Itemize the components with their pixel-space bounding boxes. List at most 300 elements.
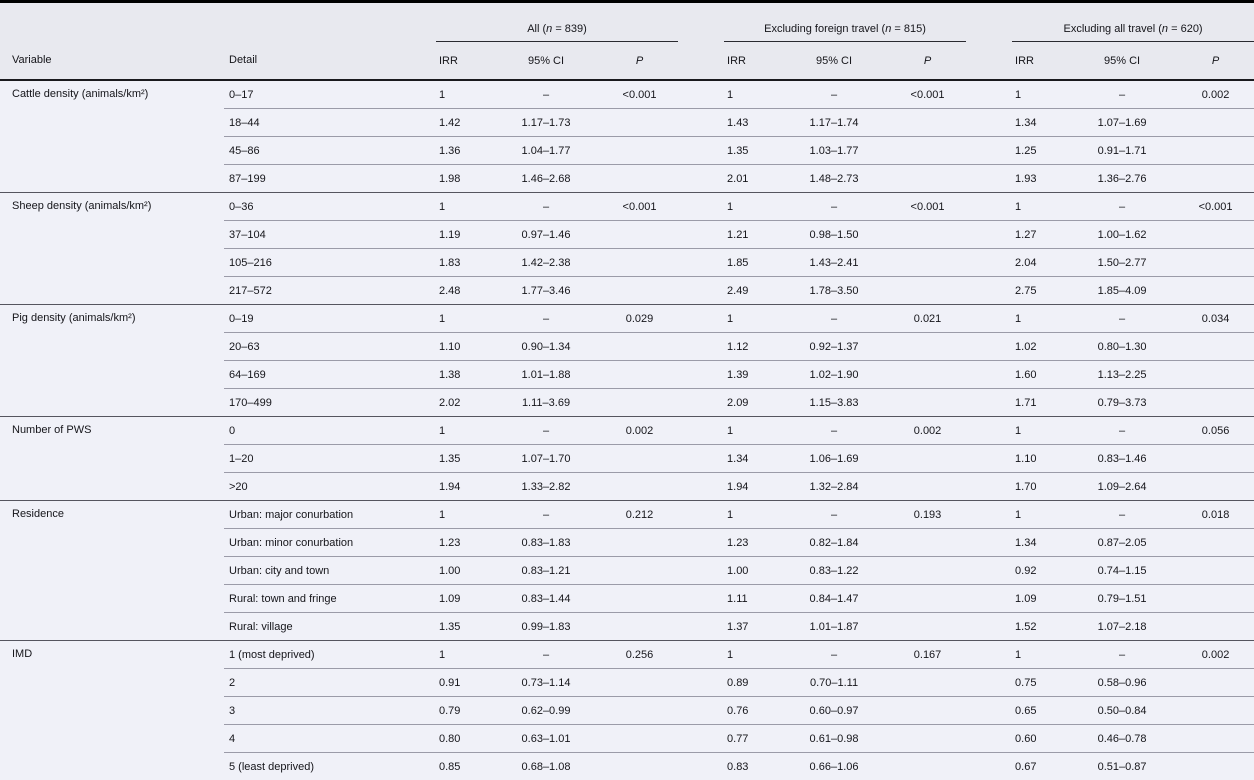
irr-value-cell: 1.35 <box>724 137 779 165</box>
p-value-cell <box>889 221 966 249</box>
column-gap <box>966 753 1012 780</box>
detail-cell: >20 <box>224 473 436 501</box>
ci-value-cell: 0.79–3.73 <box>1067 389 1177 417</box>
n-symbol: n <box>885 23 891 35</box>
irr-value-cell: 1.37 <box>724 613 779 641</box>
detail-cell: 37–104 <box>224 221 436 249</box>
ci-value-cell: – <box>1067 80 1177 109</box>
p-value-cell <box>601 333 678 361</box>
p-value-cell <box>601 753 678 780</box>
p-value-cell: 0.212 <box>601 501 678 529</box>
detail-cell: Urban: minor conurbation <box>224 529 436 557</box>
p-value-cell <box>601 697 678 725</box>
ci-value-cell: 0.51–0.87 <box>1067 753 1177 780</box>
ci-value-cell: 1.15–3.83 <box>779 389 889 417</box>
irr-value-cell: 0.76 <box>724 697 779 725</box>
variable-column-header: Variable <box>0 42 224 81</box>
ci-value-cell: 0.82–1.84 <box>779 529 889 557</box>
p-value-cell: <0.001 <box>601 80 678 109</box>
column-gap <box>678 193 724 221</box>
irr-value-cell: 1 <box>1012 193 1067 221</box>
column-gap <box>966 389 1012 417</box>
p-value-cell <box>889 753 966 780</box>
irr-value-cell: 1 <box>724 417 779 445</box>
ci-value-cell: 0.80–1.30 <box>1067 333 1177 361</box>
detail-cell: 2 <box>224 669 436 697</box>
p-value-cell <box>601 109 678 137</box>
ci-value-cell: 0.83–1.46 <box>1067 445 1177 473</box>
column-gap <box>966 305 1012 333</box>
irr-value-cell: 1 <box>724 80 779 109</box>
ci-value-cell: 1.09–2.64 <box>1067 473 1177 501</box>
column-gap <box>678 417 724 445</box>
column-gap <box>966 80 1012 109</box>
irr-value-cell: 1.39 <box>724 361 779 389</box>
column-gap <box>678 669 724 697</box>
n-symbol: n <box>546 23 552 35</box>
p-value-cell <box>1177 529 1254 557</box>
p-value-cell: <0.001 <box>889 193 966 221</box>
ci-value-cell: 0.58–0.96 <box>1067 669 1177 697</box>
irr-value-cell: 1.83 <box>436 249 491 277</box>
column-gap <box>678 641 724 669</box>
irr-value-cell: 1.35 <box>436 613 491 641</box>
column-gap <box>678 753 724 780</box>
irr-value-cell: 1.09 <box>1012 585 1067 613</box>
irr-value-cell: 1 <box>436 305 491 333</box>
irr-value-cell: 1.34 <box>1012 529 1067 557</box>
ci-value-cell: – <box>779 417 889 445</box>
irr-value-cell: 1 <box>1012 501 1067 529</box>
column-gap <box>966 501 1012 529</box>
p-value-cell <box>1177 109 1254 137</box>
irr-value-cell: 0.91 <box>436 669 491 697</box>
irr-value-cell: 1.23 <box>724 529 779 557</box>
p-value-cell <box>889 137 966 165</box>
header-gap <box>678 42 724 81</box>
irr-value-cell: 0.89 <box>724 669 779 697</box>
irr-value-cell: 0.75 <box>1012 669 1067 697</box>
ci-value-cell: 1.78–3.50 <box>779 277 889 305</box>
detail-cell: 0–19 <box>224 305 436 333</box>
column-gap <box>966 641 1012 669</box>
p-value-cell <box>889 277 966 305</box>
p-value-cell <box>889 697 966 725</box>
p-value-cell <box>601 613 678 641</box>
p-value-cell <box>889 557 966 585</box>
ci-value-cell: – <box>491 305 601 333</box>
p-value-cell: <0.001 <box>889 80 966 109</box>
ci-value-cell: 1.01–1.87 <box>779 613 889 641</box>
p-value-cell: 0.193 <box>889 501 966 529</box>
group-header-text: = 815) <box>891 23 926 35</box>
irr-value-cell: 1 <box>436 417 491 445</box>
irr-value-cell: 2.09 <box>724 389 779 417</box>
ci-value-cell: 0.73–1.14 <box>491 669 601 697</box>
irr-value-cell: 1 <box>724 641 779 669</box>
ci-value-cell: – <box>779 501 889 529</box>
column-gap <box>678 585 724 613</box>
p-value-cell: 0.029 <box>601 305 678 333</box>
irr-value-cell: 1.85 <box>724 249 779 277</box>
irr-value-cell: 1 <box>1012 417 1067 445</box>
irr-value-cell: 1 <box>724 193 779 221</box>
p-value-cell: 0.002 <box>889 417 966 445</box>
p-value-cell <box>601 529 678 557</box>
ci-value-cell: – <box>1067 193 1177 221</box>
column-gap <box>966 249 1012 277</box>
column-gap <box>678 473 724 501</box>
group-header-excluding-all-travel <box>1012 3 1254 42</box>
detail-column-header: Detail <box>224 42 436 81</box>
ci-value-cell: 1.77–3.46 <box>491 277 601 305</box>
p-value-cell <box>601 137 678 165</box>
table-row <box>0 305 1254 333</box>
ci-value-cell: – <box>779 305 889 333</box>
p-value-cell: <0.001 <box>601 193 678 221</box>
variable-cell: IMD <box>0 641 224 780</box>
column-gap <box>966 165 1012 193</box>
table-row <box>0 193 1254 221</box>
p-value-cell <box>1177 333 1254 361</box>
irr-value-cell: 1.52 <box>1012 613 1067 641</box>
column-gap <box>966 557 1012 585</box>
p-value-cell <box>1177 361 1254 389</box>
column-gap <box>966 193 1012 221</box>
column-gap <box>966 473 1012 501</box>
ci-value-cell: 0.97–1.46 <box>491 221 601 249</box>
table-row <box>0 80 1254 109</box>
p-value-cell <box>601 669 678 697</box>
p-symbol: P <box>924 55 931 67</box>
ci-value-cell: 1.06–1.69 <box>779 445 889 473</box>
ci-value-cell: – <box>779 193 889 221</box>
ci-value-cell: 0.90–1.34 <box>491 333 601 361</box>
irr-value-cell: 1 <box>436 193 491 221</box>
p-value-cell <box>889 669 966 697</box>
column-gap <box>966 137 1012 165</box>
column-gap <box>966 361 1012 389</box>
p-value-cell <box>601 165 678 193</box>
column-gap <box>966 417 1012 445</box>
irr-value-cell: 1 <box>436 80 491 109</box>
header-gap <box>966 3 1012 42</box>
detail-cell: 0–17 <box>224 80 436 109</box>
group-header-text: Excluding all travel ( <box>1063 23 1161 35</box>
results-table <box>0 3 1254 780</box>
p-value-cell <box>889 361 966 389</box>
irr-column-header: IRR <box>1012 42 1067 81</box>
p-column-header <box>601 42 678 81</box>
ci-value-cell: 0.84–1.47 <box>779 585 889 613</box>
table-body <box>0 80 1254 780</box>
n-symbol: n <box>1162 23 1168 35</box>
ci-value-cell: – <box>491 641 601 669</box>
ci-value-cell: 0.83–1.21 <box>491 557 601 585</box>
irr-value-cell: 1.43 <box>724 109 779 137</box>
detail-cell: Rural: village <box>224 613 436 641</box>
column-gap <box>678 80 724 109</box>
ci-value-cell: 1.13–2.25 <box>1067 361 1177 389</box>
p-value-cell <box>601 389 678 417</box>
group-header-text: = 620) <box>1168 23 1203 35</box>
detail-cell: 87–199 <box>224 165 436 193</box>
irr-value-cell: 1.21 <box>724 221 779 249</box>
ci-value-cell: 1.07–2.18 <box>1067 613 1177 641</box>
ci-value-cell: 0.62–0.99 <box>491 697 601 725</box>
table-header <box>0 3 1254 80</box>
p-value-cell: 0.002 <box>1177 80 1254 109</box>
detail-cell: 5 (least deprived) <box>224 753 436 780</box>
p-value-cell <box>1177 165 1254 193</box>
irr-column-header: IRR <box>724 42 779 81</box>
irr-value-cell: 0.65 <box>1012 697 1067 725</box>
irr-value-cell: 1 <box>1012 305 1067 333</box>
irr-value-cell: 1.70 <box>1012 473 1067 501</box>
p-value-cell <box>601 221 678 249</box>
irr-value-cell: 1.11 <box>724 585 779 613</box>
p-value-cell <box>1177 669 1254 697</box>
ci-value-cell: 0.83–1.83 <box>491 529 601 557</box>
ci-value-cell: 1.11–3.69 <box>491 389 601 417</box>
p-value-cell <box>889 529 966 557</box>
irr-value-cell: 1.34 <box>724 445 779 473</box>
detail-cell: 1 (most deprived) <box>224 641 436 669</box>
detail-cell: 3 <box>224 697 436 725</box>
ci-value-cell: – <box>1067 417 1177 445</box>
p-value-cell <box>1177 221 1254 249</box>
column-gap <box>966 221 1012 249</box>
ci-column-header: 95% CI <box>779 42 889 81</box>
column-gap <box>678 697 724 725</box>
p-value-cell <box>889 613 966 641</box>
detail-cell: 0 <box>224 417 436 445</box>
detail-cell: 20–63 <box>224 333 436 361</box>
p-value-cell <box>1177 697 1254 725</box>
ci-value-cell: 0.99–1.83 <box>491 613 601 641</box>
p-value-cell <box>889 389 966 417</box>
p-value-cell <box>889 445 966 473</box>
ci-value-cell: – <box>1067 305 1177 333</box>
ci-value-cell: 1.32–2.84 <box>779 473 889 501</box>
column-gap <box>678 445 724 473</box>
column-gap <box>966 669 1012 697</box>
ci-value-cell: 1.17–1.73 <box>491 109 601 137</box>
column-gap <box>966 109 1012 137</box>
irr-value-cell: 1.09 <box>436 585 491 613</box>
irr-value-cell: 0.83 <box>724 753 779 780</box>
p-value-cell <box>889 165 966 193</box>
p-value-cell <box>1177 557 1254 585</box>
header-spacer <box>224 3 436 42</box>
variable-cell: Cattle density (animals/km²) <box>0 80 224 193</box>
irr-value-cell: 2.75 <box>1012 277 1067 305</box>
p-column-header <box>889 42 966 81</box>
column-gap <box>678 221 724 249</box>
p-value-cell <box>1177 753 1254 780</box>
ci-value-cell: 0.70–1.11 <box>779 669 889 697</box>
variable-cell: Number of PWS <box>0 417 224 501</box>
irr-value-cell: 1 <box>1012 641 1067 669</box>
p-value-cell: 0.002 <box>1177 641 1254 669</box>
detail-cell: 170–499 <box>224 389 436 417</box>
irr-value-cell: 1.19 <box>436 221 491 249</box>
irr-value-cell: 1 <box>436 641 491 669</box>
irr-value-cell: 1 <box>724 305 779 333</box>
ci-value-cell: 1.00–1.62 <box>1067 221 1177 249</box>
column-gap <box>966 445 1012 473</box>
irr-value-cell: 1 <box>724 501 779 529</box>
column-gap <box>678 389 724 417</box>
ci-value-cell: 0.98–1.50 <box>779 221 889 249</box>
column-gap <box>678 613 724 641</box>
header-spacer <box>0 3 224 42</box>
ci-value-cell: 0.79–1.51 <box>1067 585 1177 613</box>
detail-cell: 0–36 <box>224 193 436 221</box>
irr-value-cell: 1.00 <box>436 557 491 585</box>
ci-value-cell: 0.83–1.22 <box>779 557 889 585</box>
ci-value-cell: 1.48–2.73 <box>779 165 889 193</box>
ci-value-cell: 0.66–1.06 <box>779 753 889 780</box>
p-value-cell: 0.167 <box>889 641 966 669</box>
group-header-text: All ( <box>527 23 546 35</box>
p-value-cell <box>601 249 678 277</box>
ci-value-cell: 1.02–1.90 <box>779 361 889 389</box>
p-value-cell: 0.056 <box>1177 417 1254 445</box>
column-gap <box>678 277 724 305</box>
p-value-cell <box>601 277 678 305</box>
ci-value-cell: 1.04–1.77 <box>491 137 601 165</box>
irr-value-cell: 0.67 <box>1012 753 1067 780</box>
column-gap <box>966 725 1012 753</box>
p-value-cell <box>1177 277 1254 305</box>
irr-value-cell: 1.27 <box>1012 221 1067 249</box>
ci-value-cell: 1.33–2.82 <box>491 473 601 501</box>
p-value-cell <box>1177 445 1254 473</box>
irr-value-cell: 1.02 <box>1012 333 1067 361</box>
column-gap <box>678 305 724 333</box>
ci-value-cell: – <box>491 80 601 109</box>
ci-value-cell: 0.74–1.15 <box>1067 557 1177 585</box>
ci-value-cell: – <box>491 417 601 445</box>
p-value-cell <box>601 557 678 585</box>
ci-value-cell: 1.07–1.70 <box>491 445 601 473</box>
ci-value-cell: – <box>779 80 889 109</box>
group-header-excluding-foreign-travel <box>724 3 966 42</box>
irr-value-cell: 2.02 <box>436 389 491 417</box>
p-column-header <box>1177 42 1254 81</box>
column-gap <box>678 109 724 137</box>
irr-value-cell: 1.23 <box>436 529 491 557</box>
column-gap <box>678 501 724 529</box>
irr-value-cell: 0.92 <box>1012 557 1067 585</box>
irr-value-cell: 1.98 <box>436 165 491 193</box>
p-value-cell <box>601 585 678 613</box>
p-value-cell: 0.002 <box>601 417 678 445</box>
irr-value-cell: 1.25 <box>1012 137 1067 165</box>
irr-value-cell: 1.42 <box>436 109 491 137</box>
sub-header-row <box>0 42 1254 81</box>
ci-value-cell: 0.87–2.05 <box>1067 529 1177 557</box>
p-value-cell <box>1177 249 1254 277</box>
p-value-cell <box>1177 137 1254 165</box>
ci-value-cell: – <box>491 501 601 529</box>
group-header-text: = 839) <box>552 23 587 35</box>
irr-value-cell: 0.85 <box>436 753 491 780</box>
detail-cell: 45–86 <box>224 137 436 165</box>
ci-value-cell: 1.17–1.74 <box>779 109 889 137</box>
column-gap <box>966 277 1012 305</box>
irr-value-cell: 0.60 <box>1012 725 1067 753</box>
ci-value-cell: 1.01–1.88 <box>491 361 601 389</box>
ci-value-cell: – <box>1067 641 1177 669</box>
ci-value-cell: 0.61–0.98 <box>779 725 889 753</box>
irr-column-header: IRR <box>436 42 491 81</box>
column-gap <box>678 557 724 585</box>
irr-value-cell: 1.00 <box>724 557 779 585</box>
column-gap <box>678 333 724 361</box>
header-gap <box>678 3 724 42</box>
p-symbol: P <box>1212 55 1219 67</box>
irr-value-cell: 1.94 <box>436 473 491 501</box>
irr-value-cell: 0.79 <box>436 697 491 725</box>
irr-value-cell: 1 <box>436 501 491 529</box>
p-symbol: P <box>636 55 643 67</box>
p-value-cell <box>889 333 966 361</box>
detail-cell: Urban: city and town <box>224 557 436 585</box>
p-value-cell: 0.018 <box>1177 501 1254 529</box>
irr-value-cell: 1.10 <box>436 333 491 361</box>
table-row <box>0 417 1254 445</box>
column-gap <box>678 529 724 557</box>
irr-value-cell: 1.38 <box>436 361 491 389</box>
irr-value-cell: 1.60 <box>1012 361 1067 389</box>
p-value-cell <box>889 473 966 501</box>
variable-cell: Sheep density (animals/km²) <box>0 193 224 305</box>
irr-value-cell: 1.35 <box>436 445 491 473</box>
column-gap <box>678 165 724 193</box>
p-value-cell: 0.034 <box>1177 305 1254 333</box>
ci-value-cell: 1.43–2.41 <box>779 249 889 277</box>
p-value-cell <box>1177 473 1254 501</box>
p-value-cell <box>889 585 966 613</box>
p-value-cell <box>889 249 966 277</box>
p-value-cell: <0.001 <box>1177 193 1254 221</box>
p-value-cell <box>889 725 966 753</box>
irr-value-cell: 1.34 <box>1012 109 1067 137</box>
detail-cell: 1–20 <box>224 445 436 473</box>
ci-column-header: 95% CI <box>1067 42 1177 81</box>
ci-value-cell: 1.36–2.76 <box>1067 165 1177 193</box>
ci-value-cell: 0.92–1.37 <box>779 333 889 361</box>
p-value-cell: 0.021 <box>889 305 966 333</box>
irr-value-cell: 1.71 <box>1012 389 1067 417</box>
column-gap <box>966 613 1012 641</box>
ci-value-cell: 0.63–1.01 <box>491 725 601 753</box>
ci-value-cell: 1.50–2.77 <box>1067 249 1177 277</box>
p-value-cell <box>601 725 678 753</box>
ci-value-cell: 1.85–4.09 <box>1067 277 1177 305</box>
ci-value-cell: 1.46–2.68 <box>491 165 601 193</box>
ci-value-cell: 1.03–1.77 <box>779 137 889 165</box>
irr-value-cell: 1.94 <box>724 473 779 501</box>
group-header-all <box>436 3 678 42</box>
column-gap <box>678 361 724 389</box>
detail-cell: 4 <box>224 725 436 753</box>
ci-value-cell: 0.91–1.71 <box>1067 137 1177 165</box>
group-title-row <box>0 3 1254 42</box>
p-value-cell <box>889 109 966 137</box>
